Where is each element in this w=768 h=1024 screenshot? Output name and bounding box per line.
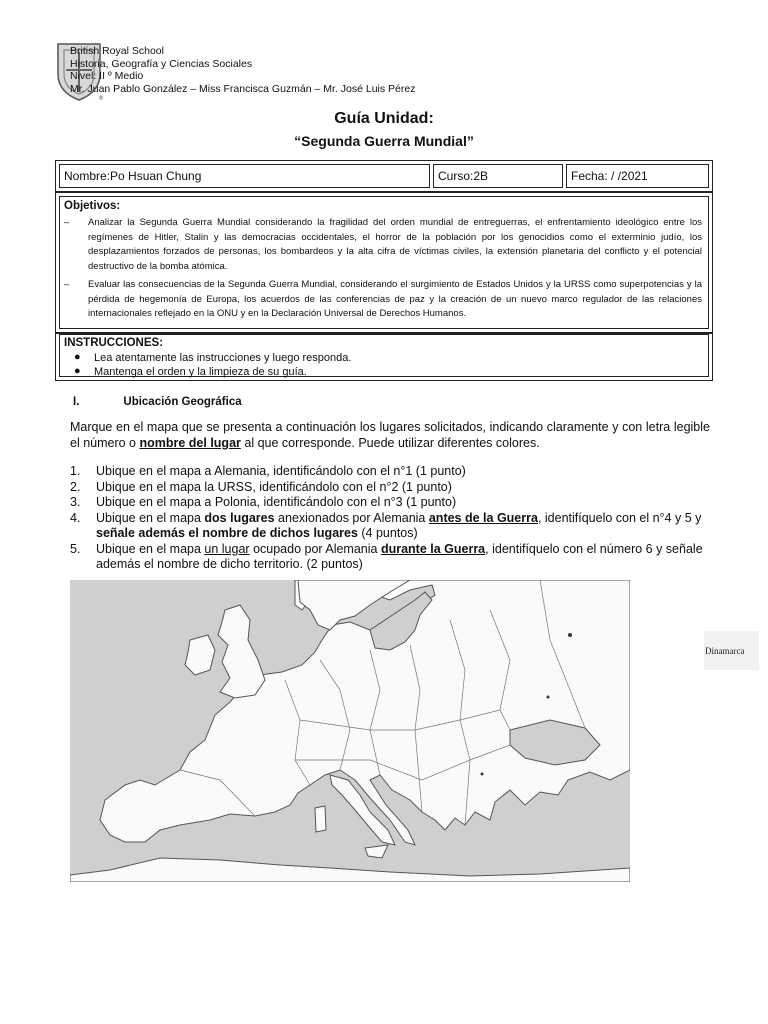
objective-item: – Evaluar las consecuencias de la Segunda Guerra Mundial, considerando el surgimiento de Estados Unidos y la URSS como superpotencias y la pérdida de hegemonía de Europa, los acuerdos de las conferencias de paz y la creación de un nuevo marco regulador de las relaciones internacionales reflejado en la ONU y en la Declaración Universal de Derechos Humanos. [64, 279, 702, 320]
objectives-box [55, 192, 713, 333]
objective-item: – Analizar la Segunda Guerra Mundial considerando la fragilidad del orden mundial de entreguerras, el enfrentamiento ideológico entre los regímenes de Hitler, Stalin y las democracias occidentales, el horror de la población por los genocidios como el exterminio judío, los desplazamientos forzados de personas, los bombardeos y la alta cifra de víctimas civiles, la extensión planetaria del conflicto y el potencial destructivo de la bomba atómica. [64, 217, 702, 273]
sardinia [315, 806, 326, 832]
instruction-item: ● Lea atentamente las instrucciones y luego responda. [74, 351, 352, 364]
emphasis-place-name: nombre del lugar [139, 436, 241, 450]
section-title: Ubicación Geográfica [123, 396, 242, 408]
svg-text:®: ® [98, 95, 104, 102]
student-name-field[interactable]: Nombre:Po Hsuan Chung [59, 164, 430, 188]
dash-marker: – [64, 217, 70, 228]
section-heading [73, 396, 242, 408]
map-detail-dot [547, 696, 550, 699]
school-name: British Royal School [70, 45, 164, 57]
dash-marker: – [64, 279, 70, 290]
bullet-icon: ● [74, 365, 81, 377]
school-info [70, 45, 415, 95]
objectives-heading: Objetivos: [64, 200, 121, 212]
task-item: 5. Ubique en el mapa un lugar ocupado por Alemania durante la Guerra, identifíquelo con el número 6 y señale además el nombre de dicho territorio. (2 puntos) [70, 541, 703, 571]
task-list [70, 464, 710, 573]
bullet-icon: ● [74, 351, 81, 363]
section-number: I. [73, 396, 80, 408]
page-title: Guía Unidad: [334, 110, 434, 127]
instruction-item: ● Mantenga el orden y la limpieza de su guía. [74, 365, 307, 378]
ireland [185, 635, 215, 675]
department: Historia, Geografía y Ciencias Sociales [70, 57, 253, 70]
instructions-box [55, 333, 713, 381]
map-label-denmark: Dinamarca [705, 646, 745, 656]
page-subtitle: “Segunda Guerra Mundial” [294, 133, 474, 149]
date-field[interactable]: Fecha: / /2021 [566, 164, 709, 188]
instructions-heading: INSTRUCCIONES: [64, 337, 164, 349]
task-item: 3. Ubique en el mapa a Polonia, identificándolo con el n°3 (1 punto) [70, 495, 457, 509]
map-label-tag[interactable] [704, 631, 759, 670]
map-detail-dot [568, 633, 572, 637]
section-instructions: Marque en el mapa que se presenta a continuación los lugares solicitados, indicando claramente y con letra legible el número o nombre del lugar al que corresponde. Puede utilizar diferentes colores. [70, 420, 710, 450]
teachers: Mr. Juan Pablo González – Miss Francisca Guzmán – Mr. José Luis Pérez [70, 82, 416, 95]
instructions-frame [59, 334, 709, 377]
course-field[interactable]: Curso:2B [433, 164, 563, 188]
map-detail-dot [481, 773, 484, 776]
europe-map[interactable] [70, 580, 630, 882]
student-info-row [55, 160, 713, 192]
grade-level: Nivel: II º Medio [70, 70, 144, 83]
task-item: 1. Ubique en el mapa a Alemania, identificándolo con el n°1 (1 punto) [70, 464, 466, 478]
task-item: 4. Ubique en el mapa dos lugares anexionados por Alemania antes de la Guerra, identifíquelo con el n°4 y 5 y señale además el nombre de dichos lugares (4 puntos) [70, 510, 702, 540]
objectives-frame [59, 196, 709, 329]
task-item: 2. Ubique en el mapa la URSS, identificándolo con el n°2 (1 punto) [70, 479, 452, 494]
